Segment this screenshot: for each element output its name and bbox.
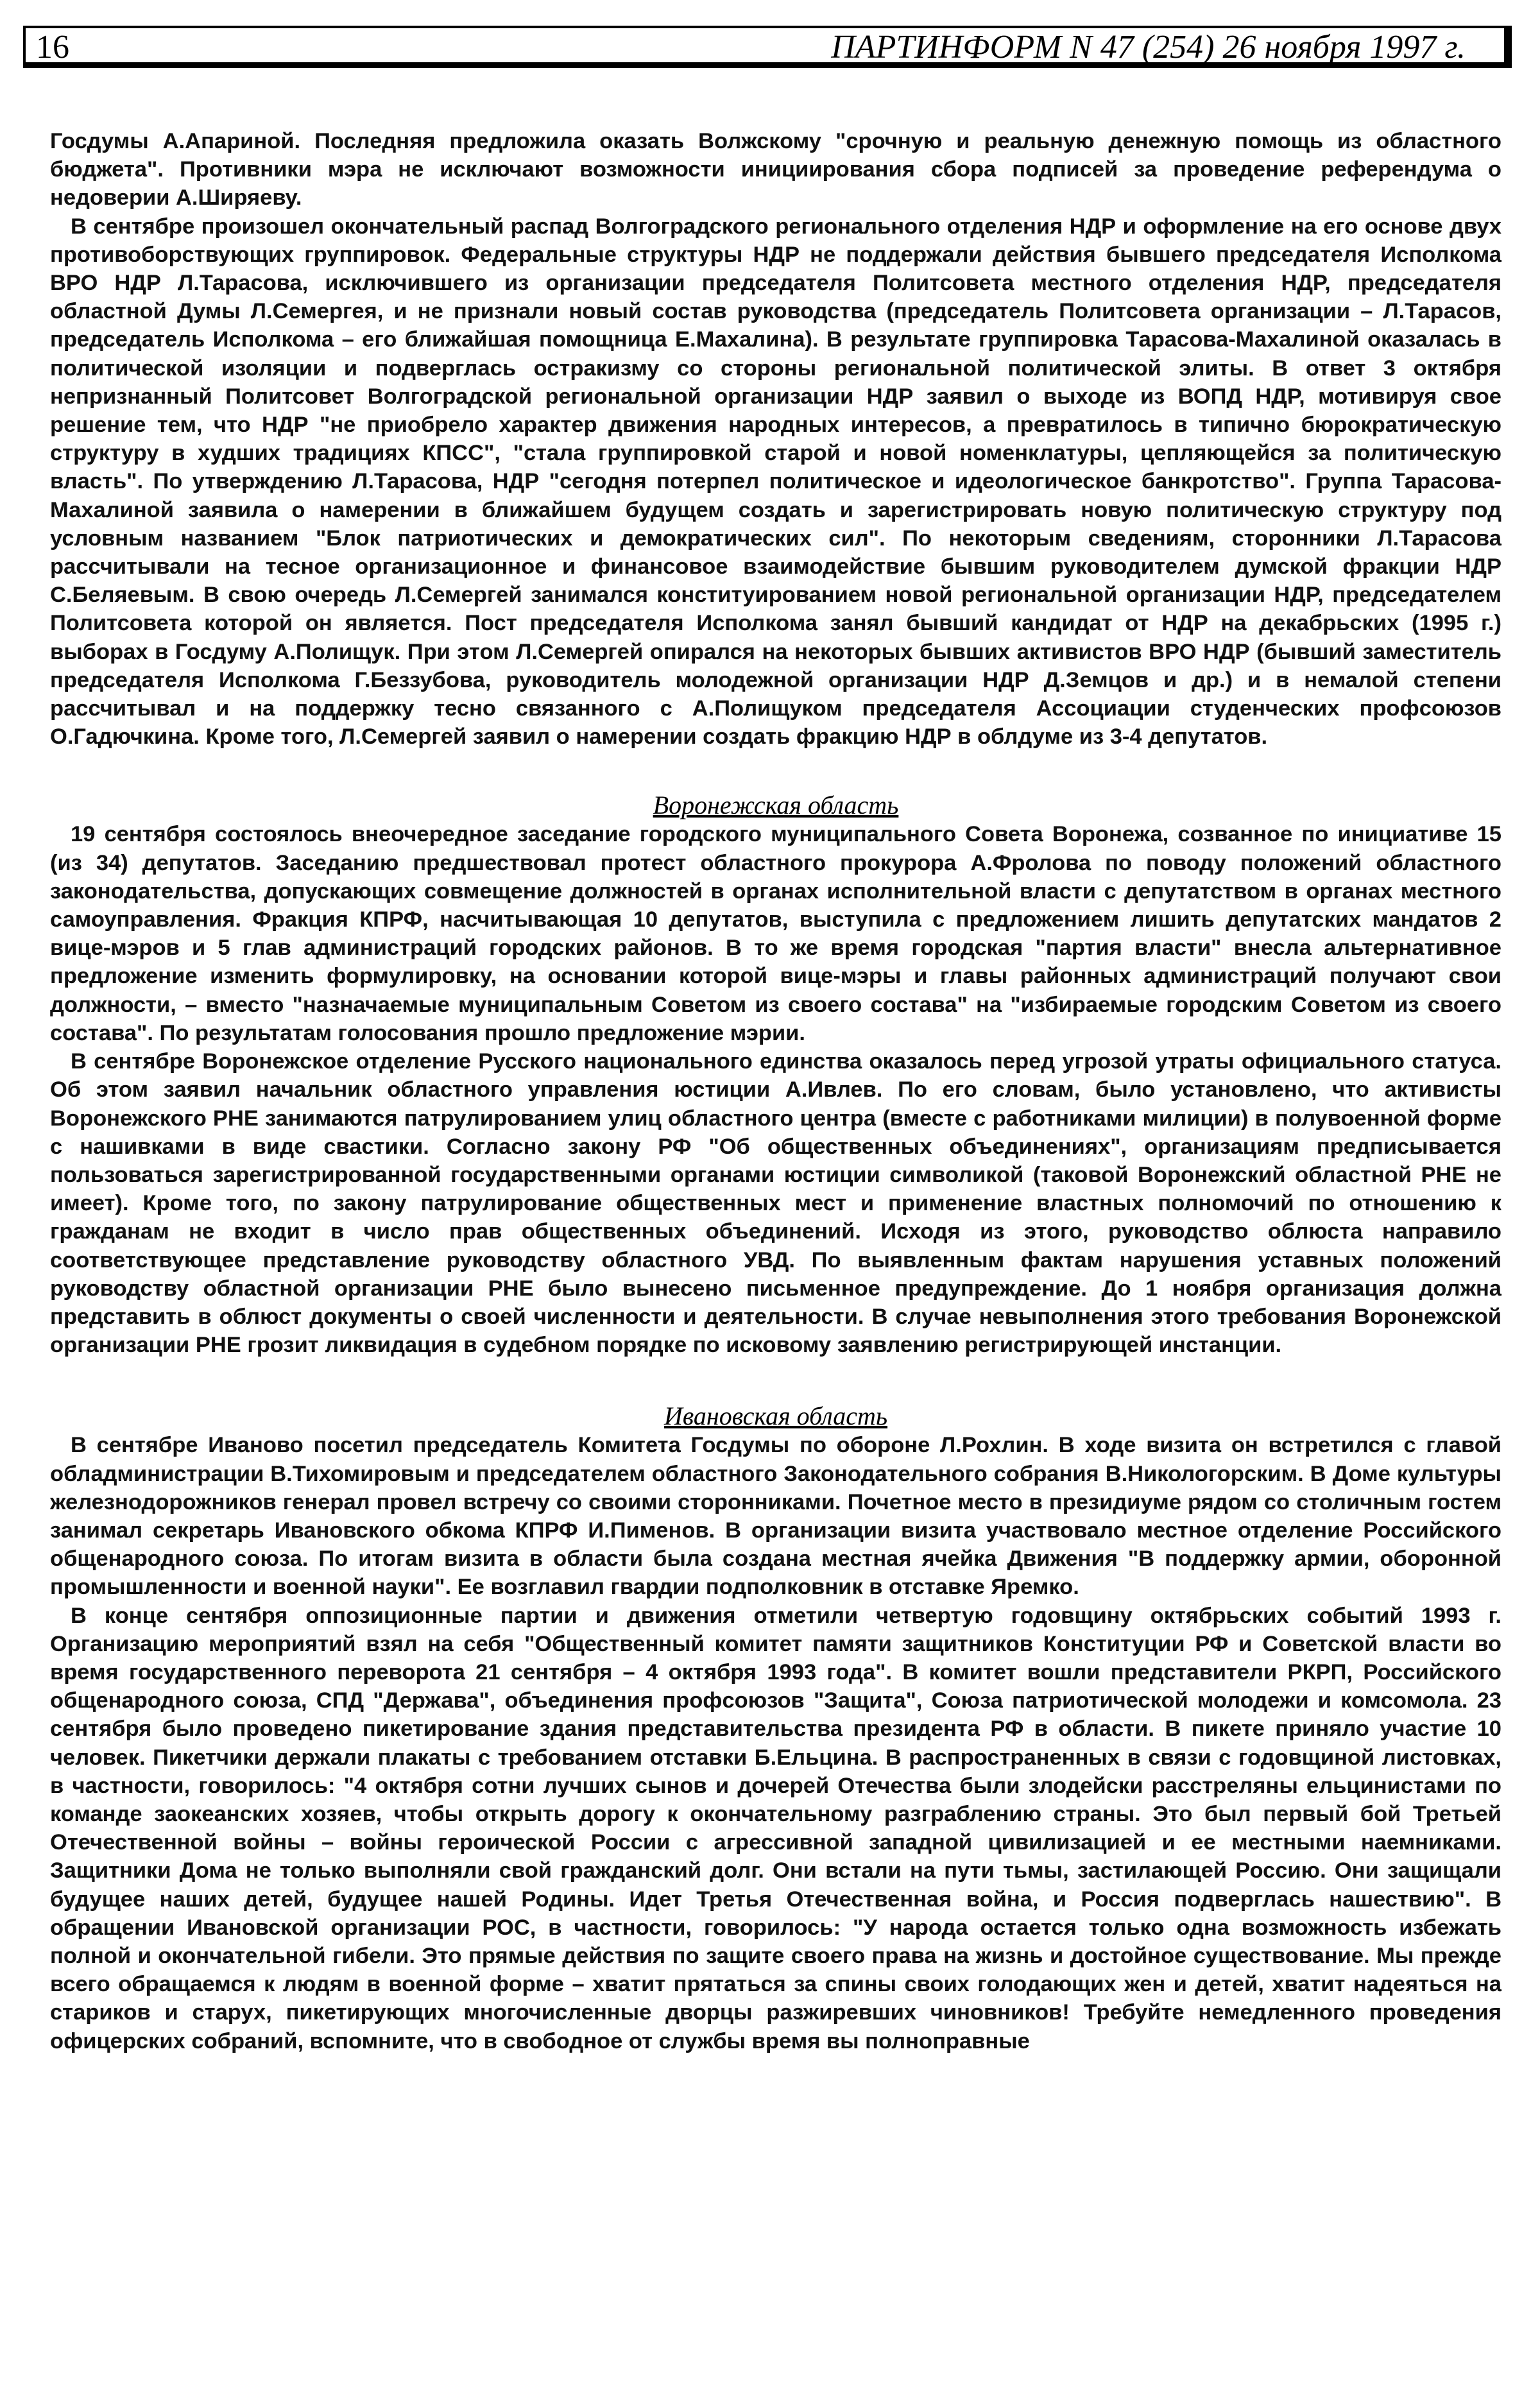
article-body bbox=[50, 127, 1502, 2055]
paragraph: В сентябре произошел окончательный распад Волгоградского регионального отделения НДР и оформление на его основе двух противоборствующих группировок. Федеральные структуры НДР не поддержали действия бывшего председателя Исполкома ВРО НДР Л.Тарасова, исключившего из организации председателя Политсовета местного отделения НДР, председателя областной Думы Л.Семергея, и не признали новый состав руководства (председатель Политсовета организации – Л.Тарасов, председатель Исполкома – его ближайшая помощница Е.Махалина). В результате группировка Тарасова-Махалиной оказалась в политической изоляции и подверглась остракизму со стороны региональной политической элиты. В ответ 3 октября непризнанный Политсовет Волгоградской региональной организации НДР заявил о выходе из ВОПД НДР, мотивируя свое решение тем, что НДР "не приобрело характер движения народных интересов, а превратилось в типично бюрократическую структуру в худших традициях КПСС", "стала группировкой старой и новой номенклатуры, цепляющейся за политическую власть". По утверждению Л.Тарасова, НДР "сегодня потерпел политическое и идеологическое банкротство". Группа Тарасова-Махалиной заявила о намерении в ближайшем будущем создать и зарегистрировать новую политическую структуру под условным названием "Блок патриотических и демократических сил". По некоторым сведениям, сторонники Л.Тарасова рассчитывали на тесное организационное и финансовое взаимодействие бывшим руководителем думской фракции НДР С.Беляевым. В свою очередь Л.Семергей занимался конституированием новой региональной организации НДР, председателем Политсовета которой он является. Пост председателя Исполкома занял бывший кандидат от НДР на декабрьских (1995 г.) выборах в Госдуму А.Полищук. При этом Л.Семергей опирался на некоторых бывших активистов ВРО НДР (бывший заместитель председателя Исполкома Г.Беззубова, руководитель молодежной организации НДР Д.Земцов и др.) и в немалой степени рассчитывал и на поддержку тесно связанного с А.Полищуком председателя Ассоциации студенческих профсоюзов О.Гадючкина. Кроме того, Л.Семергей заявил о намерении создать фракцию НДР в облдуме из 3-4 депутатов. bbox=[50, 214, 1502, 750]
section-heading-voronezh: Воронежская область bbox=[653, 791, 899, 820]
paragraph: 19 сентября состоялось внеочередное заседание городского муниципального Совета Воронежа, созванное по инициативе 15 (из 34) депутатов. Заседанию предшествовал протест областного прокурора А.Фролова по поводу положений областного законодательства, допускающих совмещение должностей в органах исполнительной власти с депутатством в органах местного самоуправления. Фракция КПРФ, насчитывающая 10 депутатов, выступила с предложением лишить депутатских мандатов 2 вице-мэров и 5 глав администраций городских районов. В то же время городская "партия власти" внесла альтернативное предложение изменить формулировку, на основании которой вице-мэры и главы районных администраций получают свои должности, – вместо "назначаемые муниципальным Советом из своего состава" на "избираемые городским Советом из своего состава". По результатам голосования прошло предложение мэрии. bbox=[50, 822, 1502, 1045]
paragraph: В конце сентября оппозиционные партии и движения отметили четвертую годовщину октябрьских событий 1993 г. Организацию мероприятий взял на себя "Общественный комитет памяти защитников Конституции РФ и Советской власти во время государственного переворота 21 сентября – 4 октября 1993 года". В комитет вошли представители РКРП, Российского общенародного союза, СПД "Держава", объединения профсоюзов "Защита", Союза патриотической молодежи и комсомола. 23 сентября было проведено пикетирование здания представительства президента РФ в области. В пикете приняло участие 10 человек. Пикетчики держали плакаты с требованием отставки Б.Ельцина. В распространенных в связи с годовщиной листовках, в частности, говорилось: "4 октября сотни лучших сынов и дочерей Отечества были злодейски расстреляны ельцинистами по команде заокеанских хозяев, чтобы открыть дорогу к окончательному разграблению страны. Это был первый бой Третьей Отечественной войны – войны героической России с агрессивной западной цивилизацией и ее местными наемниками. Защитники Дома не только выполняли свой гражданский долг. Они встали на пути тьмы, застилающей Россию. Они защищали будущее наших детей, будущее нашей Родины. Идет Третья Отечественная война, и Россия подверглась нашествию". В обращении Ивановской организации РОС, в частности, говорилось: "У народа остается только одна возможность избежать полной и окончательной гибели. Это прямые действия по защите своего права на жизнь и достойное существование. Мы прежде всего обращаемся к людям в военной форме – хватит прятаться за спины своих голодающих жен и детей, хватит надеяться на стариков и старух, пикетирующих многочисленные дворцы разжиревших чиновников! Требуйте немедленного проведения офицерских собраний, вспомните, что в свободное от службы время вы полноправные bbox=[50, 1603, 1502, 2053]
page-header bbox=[23, 26, 1512, 68]
paragraph: В сентябре Иваново посетил председатель Комитета Госдумы по обороне Л.Рохлин. В ходе визита он встретился с главой обладминистрации В.Тихомировым и председателем областного Законодательного собрания В.Никологорским. В Доме культуры железнодорожников генерал провел встречу со своими сторонниками. Почетное место в президиуме рядом со столичным гостем занимал секретарь Ивановского обкома КПРФ И.Пименов. В организации визита участвовало местное отделение Российского общенародного союза. По итогам визита в области была создана местная ячейка Движения "В поддержку армии, оборонной промышленности и военной науки". Ее возглавил гвардии подполковник в отставке Яремко. bbox=[50, 1433, 1502, 1600]
page-number: 16 bbox=[36, 29, 69, 65]
publication-title: ПАРТИНФОРМ N 47 (254) 26 ноября 1997 г. bbox=[831, 29, 1466, 65]
paragraph: Госдумы А.Апариной. Последняя предложила оказать Волжскому "срочную и реальную денежную помощь из областного бюджета". Противники мэра не исключают возможности инициирования сбора подписей за проведение референдума о недоверии А.Ширяеву. bbox=[50, 129, 1502, 210]
paragraph: В сентябре Воронежское отделение Русского национального единства оказалось перед угрозой утраты официального статуса. Об этом заявил начальник областного управления юстиции А.Ивлев. По его словам, было установлено, что активисты Воронежского РНЕ занимаются патрулированием улиц областного центра (вместе с работниками милиции) в полувоенной форме с нашивками в виде свастики. Согласно закону РФ "Об общественных объединениях", организациям предписывается пользоваться зарегистрированной государственными органами юстиции символикой (таковой Воронежский областной РНЕ не имеет). Кроме того, по закону патрулирование общественных мест и применение властных полномочий по отношению к гражданам не входит в число прав общественных объединений. Исходя из этого, руководство облюста направило соответствующее представление руководству областного УВД. По выявленным фактам нарушения уставных положений руководству областной организации РНЕ было вынесено письменное предупреждение. До 1 ноября организация должна представить в облюст документы о своей численности и деятельности. В случае невыполнения этого требования Воронежской организации РНЕ грозит ликвидация в судебном порядке по исковому заявлению регистрирующей инстанции. bbox=[50, 1049, 1502, 1358]
section-heading-ivanovo: Ивановская область bbox=[663, 1401, 888, 1431]
